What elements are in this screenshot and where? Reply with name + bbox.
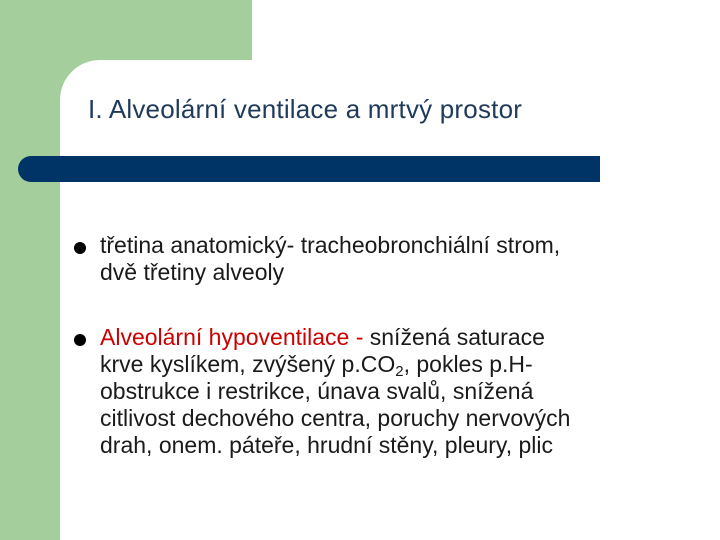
bullet-item-2 <box>74 324 704 459</box>
bullet-item-1 <box>74 232 704 286</box>
bullet-2-line-2-post: , pokles p.H- <box>403 351 533 377</box>
bullet-list <box>74 232 704 497</box>
bullet-2-line-2-pre: krve kyslíkem, zvýšený p.CO <box>100 351 396 377</box>
bullet-2-line-5: drah, onem. páteře, hrudní stěny, pleury, plic <box>100 432 554 458</box>
bullet-dot-icon <box>74 334 86 346</box>
bullet-2-line-1-rest: snížená saturace <box>369 324 545 350</box>
bullet-text-1 <box>100 232 704 286</box>
bullet-text-2 <box>100 324 704 459</box>
bullet-1-line-2: dvě třetiny alveoly <box>100 259 285 285</box>
bullet-1-line-1: třetina anatomický- tracheobronchiální strom, <box>100 232 561 258</box>
bullet-2-highlight: Alveolární hypoventilace - <box>100 324 370 350</box>
slide-title: I. Alveolární ventilace a mrtvý prostor <box>88 94 523 124</box>
bullet-dot-icon <box>74 242 86 254</box>
bullet-2-subscript: 2 <box>395 363 404 380</box>
title-underline-bar <box>18 156 600 182</box>
bullet-2-line-3: obstrukce i restrikce, únava svalů, snížená <box>100 378 534 404</box>
bullet-2-line-4: citlivost dechového centra, poruchy nervových <box>100 405 571 431</box>
